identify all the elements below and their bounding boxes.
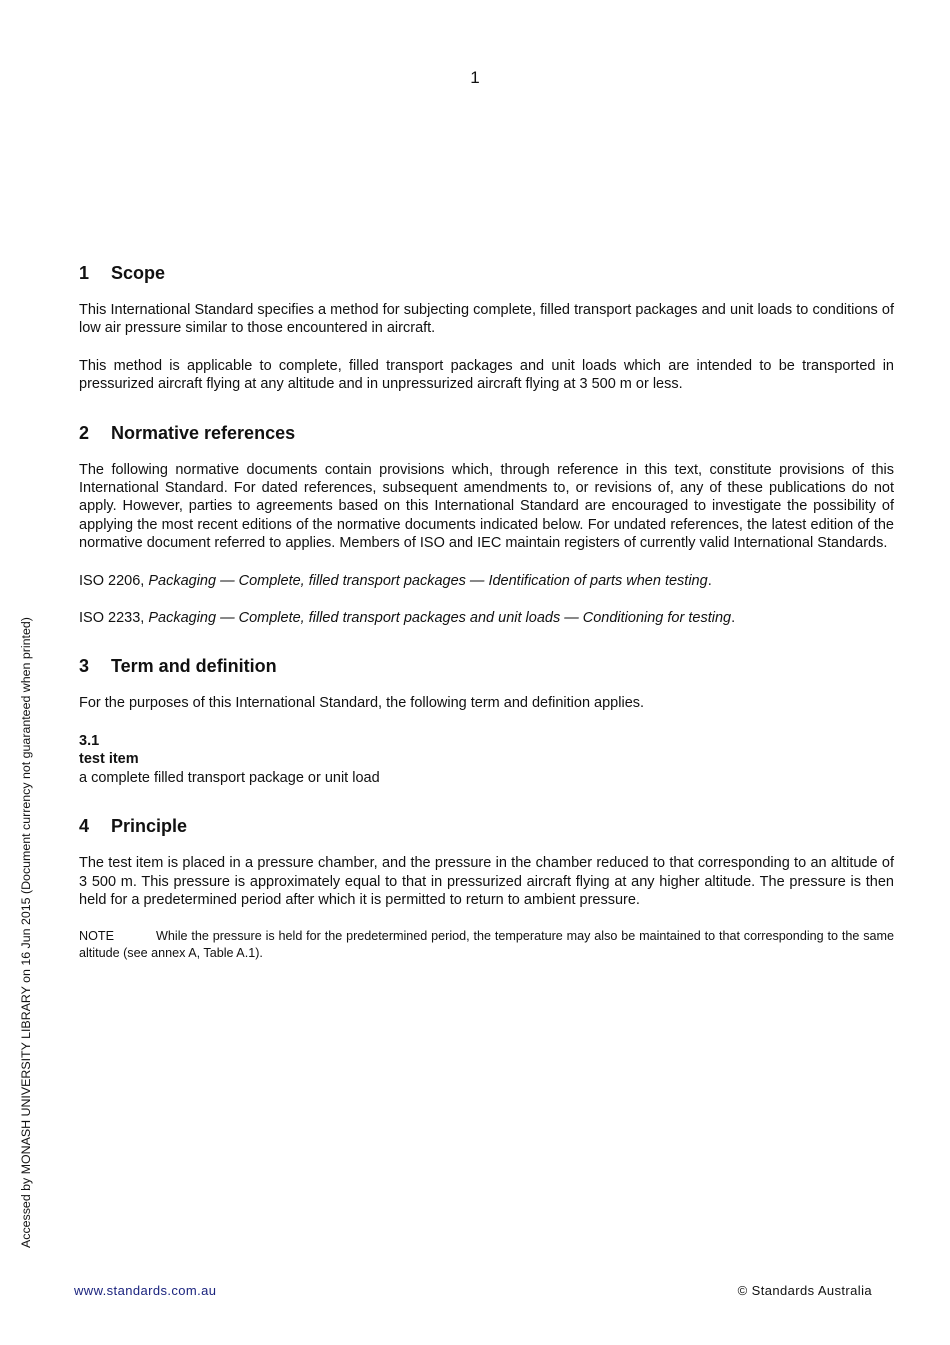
section-heading: [79, 655, 894, 677]
section-title: Principle: [111, 816, 188, 837]
term-definition: a complete filled transport package or unit load: [79, 769, 380, 786]
reference-id: ISO 2233,: [79, 610, 149, 627]
section-number: 1: [79, 263, 90, 283]
section-term-and-definition: [79, 655, 894, 787]
access-watermark: Accessed by MONASH UNIVERSITY LIBRARY on 16 Jun 2015 (Document currency not guaranteed when printed): [19, 617, 33, 1248]
section-title: Scope: [111, 263, 166, 283]
note: [79, 928, 894, 962]
reference-title: Packaging — Complete, filled transport packages and unit loads — Conditioning for testing: [148, 610, 732, 627]
paragraph: The test item is placed in a pressure chamber, and the pressure in the chamber reduced to that corresponding to an altitude of 3 500 m. This pressure is approximately equal to that in pressurized aircraft flying at any higher altitude. The pressure is then held for a predetermined period after which it is permitted to return to ambient pressure.: [79, 855, 894, 908]
paragraph: The following normative documents contain provisions which, through reference in this text, constitute provisions of this International Standard. For dated references, subsequent amendments to, or revisions of, any of these publications do not apply. However, parties to agreements based on this International Standard are encouraged to investigate the possibility of applying the most recent editions of the normative documents indicated below. For undated references, the latest edition of the normative document referred to applies. Members of ISO and IEC maintain registers of currently valid International Standards.: [79, 461, 894, 552]
section-number: 3: [79, 656, 90, 677]
footer-copyright: © Standards Australia: [737, 1283, 872, 1298]
section-number: 2: [79, 422, 90, 443]
section-heading: [79, 815, 894, 837]
term-number: 3.1: [79, 732, 100, 749]
note-label: NOTE: [79, 929, 114, 944]
term-name: test item: [79, 751, 139, 768]
note-text: While the pressure is held for the predetermined period, the temperature may also be maintained to that corresponding to the same altitude (see annex A, Table A.1).: [79, 929, 894, 961]
document-body: [79, 262, 894, 990]
section-title: Term and definition: [111, 656, 277, 677]
term-entry: [79, 732, 894, 787]
section-heading: [79, 422, 894, 444]
reference-end: .: [731, 610, 736, 627]
reference-title: Packaging — Complete, filled transport packages — Identification of parts when testing: [148, 572, 708, 589]
paragraph: This method is applicable to complete, filled transport packages and unit loads which are intended to be transported in pressurized aircraft flying at any altitude and in unpressurized aircraft flying at 3 500 m or less.: [79, 357, 894, 393]
paragraph: This International Standard specifies a method for subjecting complete, filled transport packages and unit loads to conditions of low air pressure similar to those encountered in aircraft.: [79, 302, 894, 337]
reference-id: ISO 2206,: [79, 572, 149, 589]
reference-item: [79, 572, 894, 590]
reference-end: .: [707, 572, 712, 589]
section-principle: [79, 815, 894, 962]
section-scope: [79, 262, 894, 394]
section-title: Normative references: [111, 422, 296, 443]
paragraph: For the purposes of this International Standard, the following term and definition applies.: [79, 695, 645, 712]
reference-item: [79, 609, 894, 627]
section-heading: [79, 262, 894, 284]
section-normative-references: [79, 422, 894, 628]
page-number: 1: [470, 68, 480, 87]
section-number: 4: [79, 816, 90, 837]
footer-website-link[interactable]: www.standards.com.au: [74, 1283, 217, 1298]
